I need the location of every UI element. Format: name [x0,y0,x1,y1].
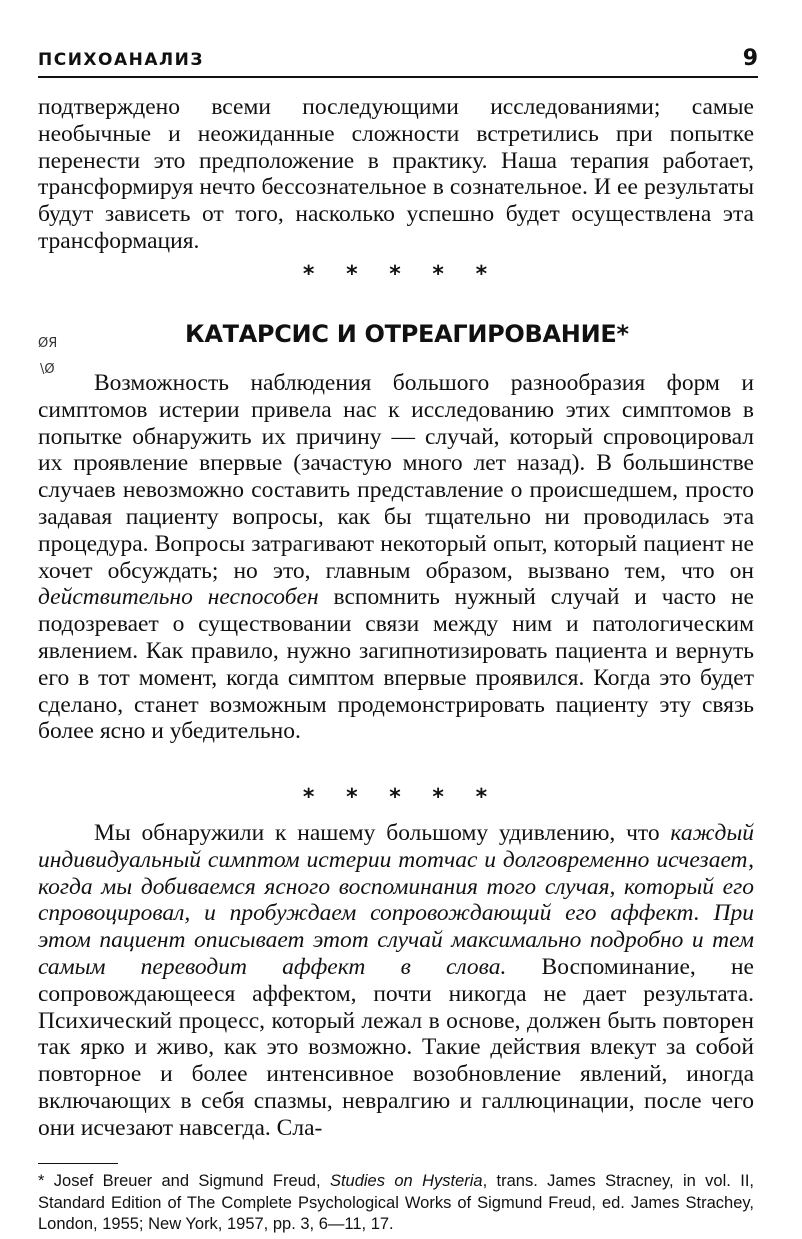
paragraph-text: Мы обнаружили к нашему большому удивлению, что [94,820,671,846]
running-header [38,46,758,78]
section-divider: * * * * * [302,785,500,810]
running-title: ПСИХОАНАЛИЗ [38,50,204,70]
page-number: 9 [742,46,758,71]
footnote-title: Studies on Hysteria [329,1172,483,1190]
paragraph-text: Воспоминание, не сопровождающееся аффектом, почти никогда не дает результата. Психический процесс, который лежал в основе, должен быть повторен так ярко и живо, как это возможно. Такие действия влекут за собой повторное и более интенсивное возобновление явлений, иногда включающих в себя спазмы, невралгию и галлюцинации, после чего они исчезают навсегда. Сла- [38,953,754,1141]
footnote-rule [38,1163,118,1164]
emphasized-text: каждый индивидуальный симптом истерии тотчас и долговременно исчезает, когда мы добиваемся ясного воспоминания того случая, который его спровоцировал, и пробуждаем сопровождающий его аффект. При этом пациент описывает этот случай максимально подробно и тем самым переводит аффект в слова. [38,820,754,980]
paragraph-continuation: подтверждено всеми последующими исследованиями; самые необычные и неожиданные сложности встретились при попытке перенести это предположение в практику. Наша терапия работает, трансформируя нечто бессознательное в сознательное. И ее результаты будут зависеть от того, насколько успешно будет осуществлена эта трансформация. [38,94,754,254]
paragraph-catharsis [38,370,754,745]
section-divider: * * * * * [302,262,500,287]
margin-mark: \Ø [40,362,55,377]
paragraph-text: Возможность наблюдения большого разнообразия форм и симптомов истерии привела нас к исследованию этих симптомов в попытке обнаружить их причину — случай, который спровоцировал их проявление впервые (зачастую много лет назад). В большинстве случаев невозможно составить представление о происшедшем, просто задавая пациенту вопросы, как бы тщательно ни проводилась эта процедура. Вопросы затрагивают некоторый опыт, который пациент не хочет обсуждать; но это, главным образом, вызвано тем, что он [38,370,754,584]
paragraph-symptoms [38,820,754,1142]
section-heading: КАТАРСИС И ОТРЕАГИРОВАНИЕ* [185,320,629,348]
paragraph-text: вспомнить нужный случай и часто не подозревает о существовании связи между ним и патологическим явлением. Как правило, нужно загипнотизировать пациента и вернуть его в тот момент, когда симптом впервые проявился. Когда это будет сделано, станет возможным продемонстрировать пациенту эту связь более ясно и убедительно. [38,584,754,745]
emphasized-text: действительно неспособен [38,584,319,611]
footnote-text: , trans. James Stracney, in vol. II, Standard Edition of The Complete Psychological Works of Sigmund Freud, ed. James Strachey, London, 1955; New York, 1957, pp. 3, 6—11, 17. [38,1172,754,1233]
margin-mark: ØЯ [38,336,58,351]
footnote [38,1171,754,1236]
footnote-text: * Josef Breuer and Sigmund Freud, [38,1172,330,1190]
